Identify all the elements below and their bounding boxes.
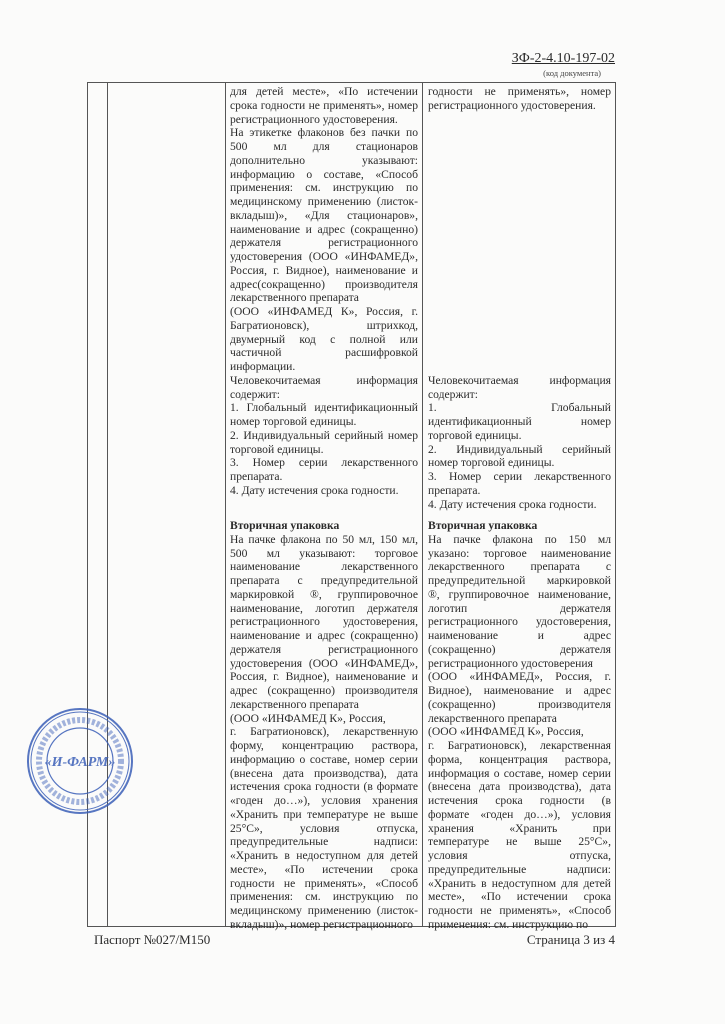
text-line: 25°С», условия отпуска, [230,821,418,835]
text-line: лекарственного препарата [428,711,557,725]
paragraph [230,401,418,429]
text-line: удостоверения (ООО «ИНФАМЕД», [230,250,418,263]
text-line: 500 мл указывают: торговое [230,546,418,560]
text-line: (сокращенно) производителя [428,697,611,711]
text-line: 3. Номер серии лекарственного [428,470,611,483]
right-text-column [428,83,611,931]
text-line: информации. [230,360,296,373]
text-line: препарата. [428,483,481,497]
text-line: 1. Глобальный [428,401,611,415]
right-bottom-section [428,519,611,932]
text-line: вкладыш)», «Для стационаров», [230,208,418,222]
text-line: содержит: [428,387,478,401]
text-line: температуре не выше 25°С», [428,835,611,849]
text-line: предупредительной маркировкой [428,574,611,587]
text-line: применения: см. инструкцию по [428,917,588,931]
paragraph [230,533,418,712]
paragraph [428,533,611,671]
paragraph [428,443,611,471]
text-line: применения: см. инструкцию по [230,890,418,904]
right-top-section [428,85,611,511]
text-line: Человекочитаемая информация [230,373,418,387]
text-line: регистрационного удостоверения, [428,615,611,629]
text-line: идентификационный номер [428,415,611,428]
paragraph [428,498,611,512]
paragraph [428,401,611,442]
text-line: месте», «По истечении срока [428,890,611,904]
section-heading: Вторичная упаковка [230,519,340,532]
text-line: истечения срока годности (в формате [230,780,418,794]
text-line: наименование и адрес (сокращенно) [230,629,418,642]
text-line: годности не применять», «Способ [230,876,418,890]
text-line: На пачке флакона по 50 мл, 150 мл, [230,532,418,546]
text-line: для детей месте», «По истечении [230,85,418,98]
paragraph [230,126,418,305]
packaging-table [87,82,616,931]
paragraph [428,725,611,739]
text-line: логотип держателя [428,601,611,615]
text-line: 1. Глобальный идентификационный [230,401,418,415]
paragraph [428,739,611,932]
text-line: вкладыш)», номер регистрационного [230,917,413,931]
left-top-section [230,85,418,498]
text-line: маркировкой ®, группировочное [230,587,418,601]
text-line: номер торговой единицы. [428,456,555,470]
paragraph [230,456,418,484]
text-line: форма, концентрация раствора, [428,752,611,766]
text-line: адрес(сокращенно) производителя [230,277,418,291]
document-code-label: (код документа) [543,68,601,78]
text-line: 4. Дату истечения срока годности. [428,497,597,511]
text-line: регистрационного удостоверения, [230,615,418,629]
text-line: регистрационного удостоверения [428,656,593,670]
text-line: лекарственного препарата с [428,560,611,574]
text-line: «Хранить при температуре не выше [230,807,418,821]
text-line: держателя регистрационного [230,236,418,250]
text-line: двумерный код с полной или [230,332,418,346]
paragraph [428,470,611,498]
text-line: информацию о составе, «Способ [230,167,418,181]
paragraph [230,305,418,374]
text-line: хранения «Хранить при [428,821,611,835]
text-line: Человекочитаемая информация [428,373,611,387]
text-line: месте», «По истечении срока [230,862,418,876]
text-line: г. Багратионовск), лекарственная [428,739,611,752]
text-line: годности не применять», номер [428,85,611,98]
paragraph [428,670,611,725]
text-line: информацию о составе, номер серии [230,752,418,766]
text-line: торговой единицы. [230,442,324,456]
text-line: регистрационного удостоверения. [428,98,596,112]
text-line: 3. Номер серии лекарственного [230,456,418,470]
text-line: Багратионовск), штрихкод, [230,318,418,332]
text-line: (внесена дата производства), дата [428,780,611,794]
company-seal-stamp [25,706,135,816]
text-line: наименование лекарственного [230,560,418,574]
text-line: 2. Индивидуальный серийный номер [230,428,418,442]
text-line: годности не применять», «Способ [428,904,611,917]
text-line: г. Багратионовск), лекарственную [230,725,418,739]
text-line: ®, группировочное наименование, [428,587,611,601]
stamp-text: «И-ФАРМ» [44,755,116,770]
text-line: медицинскому применению (листок- [230,195,418,208]
text-line: предупредительные надписи: [428,862,611,876]
text-line: информация о составе, номер серии [428,766,611,780]
text-line: 500 мл для стационаров [230,140,418,153]
text-line: (сокращенно) держателя [428,642,611,656]
section-heading: Вторичная упаковка [428,519,538,532]
text-line: лекарственного препарата [230,697,359,711]
text-line: «годен до…»), условия хранения [230,794,418,807]
text-line: 4. Дату истечения срока годности. [230,483,399,497]
paragraph [428,374,611,402]
text-line: (ООО «ИНФАМЕД», Россия, г. [428,670,611,684]
text-line: (ООО «ИНФАМЕД К», Россия, [428,725,584,739]
paragraph [230,374,418,402]
text-line: дополнительно указывают: [230,153,418,167]
text-line: условия отпуска, [428,849,611,862]
text-line: истечения срока годности (в [428,794,611,807]
table-divider [422,83,423,926]
text-line: «Хранить в недоступном для детей [428,876,611,890]
text-line: форму, концентрацию раствора, [230,739,418,752]
text-line: препарата с предупредительной [230,574,418,587]
text-line: номер торговой единицы. [230,415,357,428]
text-line: На этикетке флаконов без пачки по [230,126,418,140]
text-line: 2. Индивидуальный серийный [428,442,611,456]
text-line: медицинскому применению (листок- [230,904,418,917]
spacer [428,113,611,374]
text-line: адрес (сокращенно) производителя [230,684,418,697]
table-divider [225,83,226,926]
text-line: наименование, логотип держателя [230,601,418,615]
text-line: препарата. [230,470,283,483]
text-line: лекарственного препарата [230,291,359,305]
text-line: (внесена дата производства), дата [230,766,418,780]
text-line: частичной расшифровкой [230,346,418,360]
text-line: регистрационного удостоверения. [230,112,398,126]
passport-number: Паспорт №027/М150 [94,932,211,947]
text-line: наименование и адрес (сокращенно) [230,222,418,236]
text-line: формате «годен до…»), условия [428,807,611,821]
text-line: На пачке флакона по 150 мл [428,532,611,546]
text-line: предупредительные надписи: [230,835,418,849]
text-line: содержит: [230,387,280,401]
text-line: торговой единицы. [428,428,522,442]
paragraph [428,85,611,113]
text-line: Россия, г. Видное), наименование и [230,670,418,684]
text-line: Видное), наименование и адрес [428,684,611,697]
paragraph [230,484,418,498]
text-line: (ООО «ИНФАМЕД К», Россия, [230,711,386,725]
text-line: удостоверения (ООО «ИНФАМЕД», [230,656,418,670]
text-line: срока годности не применять», номер [230,98,418,112]
paragraph [230,725,418,931]
paragraph [230,712,418,726]
left-text-column [230,83,418,931]
text-line: применения: см. инструкцию по [230,181,418,195]
text-line: (ООО «ИНФАМЕД К», Россия, г. [230,305,418,318]
text-line: «Хранить в недоступном для детей [230,849,418,862]
text-line: держателя регистрационного [230,642,418,656]
document-code: ЗФ-2-4.10-197-02 [511,51,615,66]
text-line: наименование и адрес [428,629,611,642]
page-number: Страница 3 из 4 [526,932,615,947]
text-line: Россия, г. Видное), наименование и [230,263,418,277]
left-bottom-section [230,519,418,932]
text-line: указано: торговое наименование [428,546,611,560]
paragraph [230,429,418,457]
paragraph [230,85,418,126]
